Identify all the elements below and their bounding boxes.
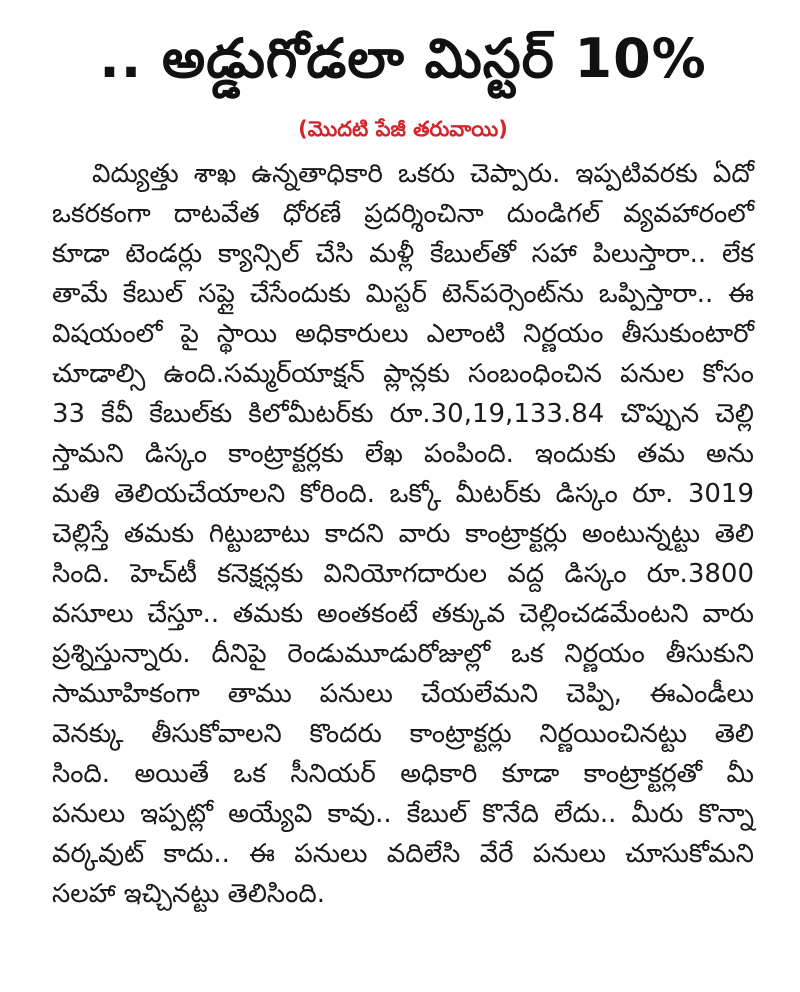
article-body [52,154,754,914]
article-headline: .. అడ్డుగోడలా మిస్టర్ 10% [99,27,707,90]
article-line: సలహా ఇచ్చినట్టు తెలిసింది. [52,879,325,909]
article-line: సింది. హెచ్‌టీ కనెక్షన్లకు వినియోగదారుల వద్ద డిస్కం రూ.3800 [52,559,754,589]
article-line: తామే కేబుల్ సప్లై చేసేందుకు మిస్టర్ టెన్‌పర్సెంట్‌ను ఒప్పిస్తారా.. ఈ [52,279,754,309]
article-line: విషయంలో పై స్థాయి అధికారులు ఎలాంటి నిర్ణయం తీసుకుంటారో [52,319,754,349]
article-line: వర్కవుట్ కాదు.. ఈ పనులు వదిలేసి వేరే పనులు చూసుకోమని [52,839,754,869]
article-line: చూడాల్సి ఉంది.సమ్మర్‌యాక్షన్ ప్లాన్లకు సంబంధించిన పనుల కోసం [52,359,754,389]
article-line: కూడా టెండర్లు క్యాన్సిల్ చేసి మళ్లీ కేబుల్‌తో సహా పిలుస్తారా.. లేక [52,239,754,269]
article-line: ప్రశ్నిస్తున్నారు. దీనిపై రెండుమూడురోజుల్లో ఒక నిర్ణయం తీసుకుని [52,639,754,669]
article-line: పనులు ఇప్పట్లో అయ్యేవి కావు.. కేబుల్ కొనేది లేదు.. మీరు కొన్నా [52,799,754,829]
article-line: మతి తెలియచేయాలని కోరింది. ఒక్కో మీటర్‌కు డిస్కం రూ. 3019 [52,479,754,509]
continued-from-front-page-note: (మొదటి పేజీ తరువాయి) [298,117,508,141]
article-line: చెల్లిస్తే తమకు గిట్టుబాటు కాదని వారు కాంట్రాక్టర్లు అంటున్నట్టు తెలి [52,519,754,549]
article-line: విద్యుత్తు శాఖ ఉన్నతాధికారి ఒకరు చెప్పారు. ఇప్పటివరకు ఏదో [92,159,754,189]
article-line: స్తామని డిస్కం కాంట్రాక్టర్లకు లేఖ పంపింది. ఇందుకు తమ అను [52,439,754,469]
article-line: వసూలు చేస్తూ.. తమకు అంతకంటే తక్కువ చెల్లించడమేంటని వారు [52,599,754,629]
article-line: వెనక్కు తీసుకోవాలని కొందరు కాంట్రాక్టర్లు నిర్ణయించినట్టు తెలి [52,719,754,749]
article-line: 33 కేవీ కేబుల్‌కు కిలోమీటర్‌కు రూ.30,19,133.84 చొప్పున చెల్లి [52,399,754,429]
article-line: ఒకరకంగా దాటవేత ధోరణే ప్రదర్శించినా దుండిగల్ వ్యవహారంలో [52,199,754,229]
article-line: సింది. అయితే ఒక సీనియర్ అధికారి కూడా కాంట్రాక్టర్లతో మీ [52,759,754,789]
article-line: సామూహికంగా తాము పనులు చేయలేమని చెప్పి, ఈఎండీలు [52,679,754,709]
